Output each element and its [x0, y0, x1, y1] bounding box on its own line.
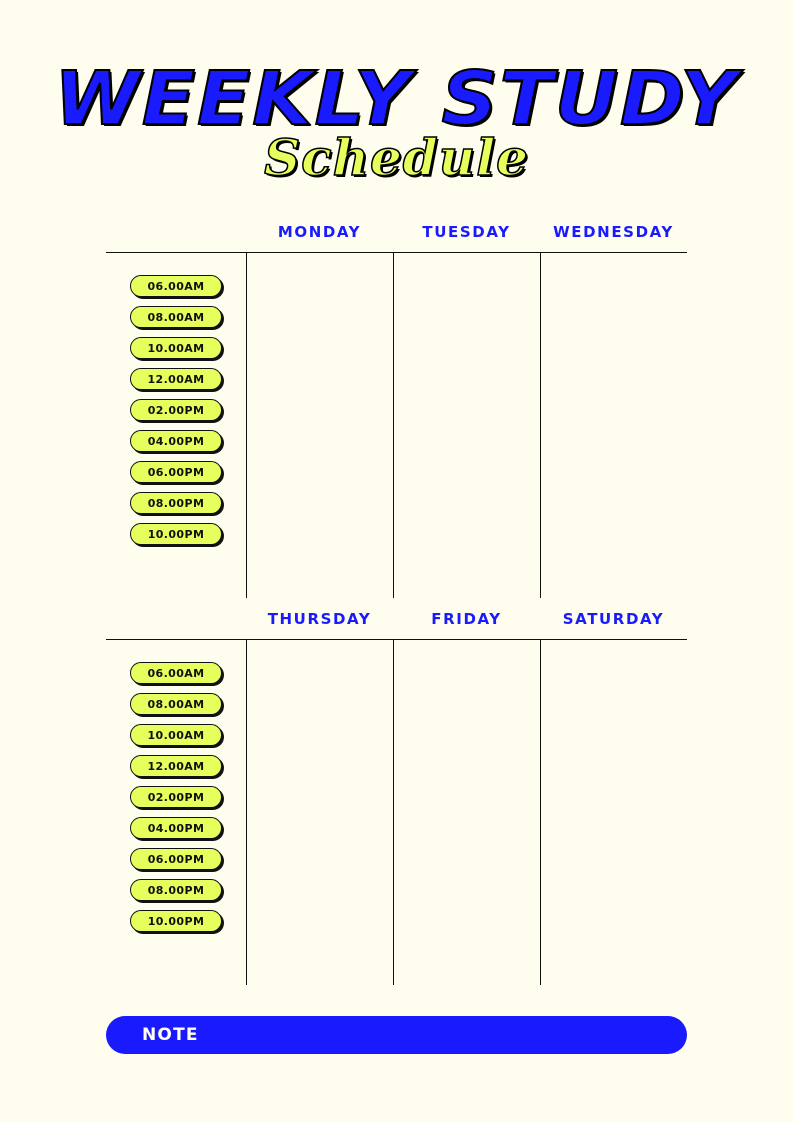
- day-column-wednesday[interactable]: [540, 253, 687, 598]
- day-column-saturday[interactable]: [540, 640, 687, 985]
- time-pill[interactable]: 10.00AM: [130, 724, 222, 746]
- time-pill[interactable]: 06.00AM: [130, 662, 222, 684]
- page-title: [0, 56, 793, 187]
- day-header-tuesday: TUESDAY: [422, 223, 511, 241]
- day-column-tuesday[interactable]: [393, 253, 540, 598]
- note-bar[interactable]: [106, 1016, 687, 1054]
- time-pill[interactable]: 06.00AM: [130, 275, 222, 297]
- schedule-section-2: [106, 599, 687, 985]
- body-row-1: [106, 253, 687, 598]
- day-column-friday[interactable]: [393, 640, 540, 985]
- time-pill[interactable]: 06.00PM: [130, 461, 222, 483]
- title-main-text: WEEKLY STUDY: [54, 56, 739, 142]
- time-pill[interactable]: 02.00PM: [130, 786, 222, 808]
- time-pill[interactable]: 08.00AM: [130, 306, 222, 328]
- time-pill[interactable]: 08.00AM: [130, 693, 222, 715]
- time-pill[interactable]: 12.00AM: [130, 368, 222, 390]
- body-row-2: [106, 640, 687, 985]
- header-row-2: [106, 599, 687, 640]
- day-header-monday: MONDAY: [277, 223, 362, 241]
- time-column-2: [106, 640, 246, 985]
- time-pill[interactable]: 10.00PM: [130, 523, 222, 545]
- day-header-thursday: THURSDAY: [267, 610, 372, 628]
- header-row-1: [106, 212, 687, 253]
- day-column-monday[interactable]: [246, 253, 393, 598]
- time-column-1: [106, 253, 246, 598]
- time-pill[interactable]: 08.00PM: [130, 879, 222, 901]
- time-pill[interactable]: 02.00PM: [130, 399, 222, 421]
- note-label: NOTE: [142, 1025, 199, 1045]
- time-pill[interactable]: 12.00AM: [130, 755, 222, 777]
- time-pill[interactable]: 04.00PM: [130, 817, 222, 839]
- time-pill[interactable]: 06.00PM: [130, 848, 222, 870]
- time-pill[interactable]: 10.00AM: [130, 337, 222, 359]
- day-header-wednesday: WEDNESDAY: [553, 223, 674, 241]
- time-pill[interactable]: 10.00PM: [130, 910, 222, 932]
- schedule-section-1: [106, 212, 687, 598]
- time-pill[interactable]: 08.00PM: [130, 492, 222, 514]
- day-header-friday: FRIDAY: [431, 610, 502, 628]
- day-column-thursday[interactable]: [246, 640, 393, 985]
- title-script-text: Schedule: [264, 128, 529, 187]
- time-pill[interactable]: 04.00PM: [130, 430, 222, 452]
- day-header-saturday: SATURDAY: [562, 610, 665, 628]
